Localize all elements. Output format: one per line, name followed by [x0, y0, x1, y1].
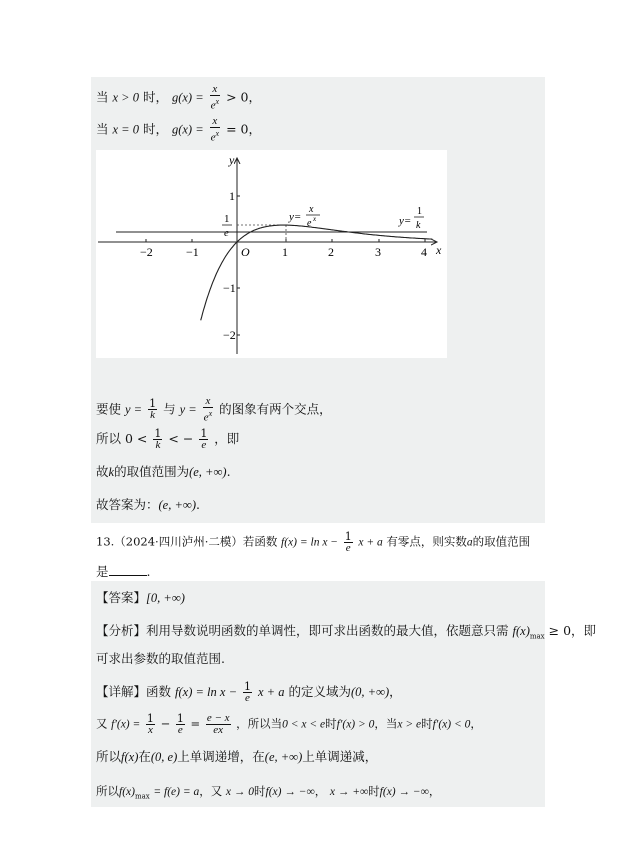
x-axis-label: x: [436, 243, 442, 257]
x-tick-label: 1: [282, 245, 288, 259]
svg-text:y=: y=: [289, 211, 302, 223]
svg-text:x: x: [313, 215, 317, 223]
svg-text:1: 1: [417, 206, 422, 217]
text: > 0，: [226, 89, 261, 105]
math-condition: x = 0: [112, 122, 139, 137]
detail-line-1: 【详解】函数 f(x) = ln x − $\frac{1}{e}$ x + a 的定义域为(0, +∞)，: [96, 680, 402, 704]
text: 时，: [142, 89, 168, 105]
solution-range-line: 故k的取值范围为(e, +∞).: [96, 464, 231, 479]
x-tick-label: 2: [328, 245, 334, 259]
math-function: g(x) =: [171, 90, 204, 105]
answer-value: [0, +∞): [146, 591, 185, 605]
analysis-tag: 【分析】: [96, 623, 147, 638]
solution-line-2: [96, 116, 546, 144]
answer-blank: [109, 563, 147, 576]
origin-label: O: [241, 245, 250, 259]
x-tick-label: 3: [375, 245, 381, 259]
solution-intersect-line: 要使 y = $\frac{1}{k}$ 与 y = $\frac{x}{e^x}$ 的图象有两个交点，: [96, 395, 332, 424]
y-tick-label: −2: [223, 328, 236, 342]
y-tick-label: 1: [229, 189, 235, 203]
analysis-line-1: 【分析】利用导数说明函数的单调性，即可求出函数的最大值，依题意只需 $f(x)_{max} \ge 0$，即: [96, 623, 597, 641]
line-label: [398, 206, 424, 231]
detail-line-2: 又 f′(x) = $\frac{1}{x}$ − $\frac{1}{e}$ = $\frac{e - x}{ex}$ ，所以当0 < x < e时f′(x) > 0，当x > e时f′(x) < 0，: [96, 712, 482, 736]
solution-line-1: [96, 84, 546, 112]
svg-text:1: 1: [224, 213, 230, 225]
svg-text:x: x: [309, 204, 314, 215]
svg-text:e: e: [224, 227, 229, 239]
fraction-x-over-ex: $\frac{x}{e^x}$: [210, 83, 220, 112]
answer-line: [96, 589, 546, 607]
x-tick-label: −1: [186, 245, 199, 259]
analysis-line-2: 可求出参数的取值范围.: [96, 651, 225, 666]
y-axis-label: y: [229, 153, 235, 167]
detail-tag: 【详解】: [96, 684, 147, 699]
detail-line-3: 所以f(x)在(0, e)上单调递增，在(e, +∞)上单调递减，: [96, 749, 378, 764]
x-tick-label: −2: [140, 245, 153, 259]
fraction-1-over-x: $\frac{1}{x}$: [146, 712, 154, 736]
fraction-1-over-k: $\frac{1}{k}$: [154, 427, 162, 451]
y-tick-label: −1: [223, 281, 236, 295]
svg-text:y=: y=: [399, 215, 412, 227]
answer-tag: 【答案】: [96, 590, 147, 605]
function-graph: [96, 150, 447, 358]
math-function: g(x) =: [171, 122, 204, 137]
problem-13-line-1: 13.（2024·四川泸州·二模）若函数 f(x) = ln x − $\frac{1}{e}$ x + a 有零点，则实数a的取值范围: [96, 530, 531, 554]
curve-x-over-ex: [201, 225, 433, 320]
y-mark-one-over-e: [222, 213, 232, 239]
solution-answer-line: 故答案为：(e, +∞).: [96, 497, 200, 512]
fraction-1-over-k: $\frac{1}{k}$: [149, 397, 157, 422]
x-tick-label: 4: [421, 245, 427, 259]
fraction-1-over-e: $\frac{1}{e}$: [176, 712, 184, 736]
fraction-1-over-e: $\frac{1}{e}$: [200, 427, 208, 451]
problem-13-line-2: 是 .: [96, 564, 151, 579]
fraction-e-minus-x-over-ex: $\frac{e - x}{ex}$: [206, 712, 230, 736]
math-condition: x > 0: [112, 90, 139, 105]
fraction-1-over-e: $\frac{1}{e}$: [344, 530, 352, 554]
text: 当: [96, 121, 109, 137]
text: 时，: [142, 121, 168, 137]
detail-line-4: 所以$f(x)_{max} = f(e) = a$，又 x → 0时f(x) → −∞， x → +∞时f(x) → −∞，: [96, 784, 441, 801]
fraction-1-over-e: $\frac{1}{e}$: [244, 680, 251, 704]
fraction-x-over-ex: $\frac{x}{e^x}$: [203, 395, 213, 424]
fraction-x-over-ex: $\frac{x}{e^x}$: [210, 115, 220, 144]
text: 当: [96, 89, 109, 105]
solution-inequality-line: 所以 0 < $\frac{1}{k}$ < − $\frac{1}{e}$ ，即: [96, 427, 240, 451]
svg-text:k: k: [416, 220, 421, 231]
svg-text:e: e: [307, 218, 312, 229]
text: = 0，: [226, 121, 261, 137]
